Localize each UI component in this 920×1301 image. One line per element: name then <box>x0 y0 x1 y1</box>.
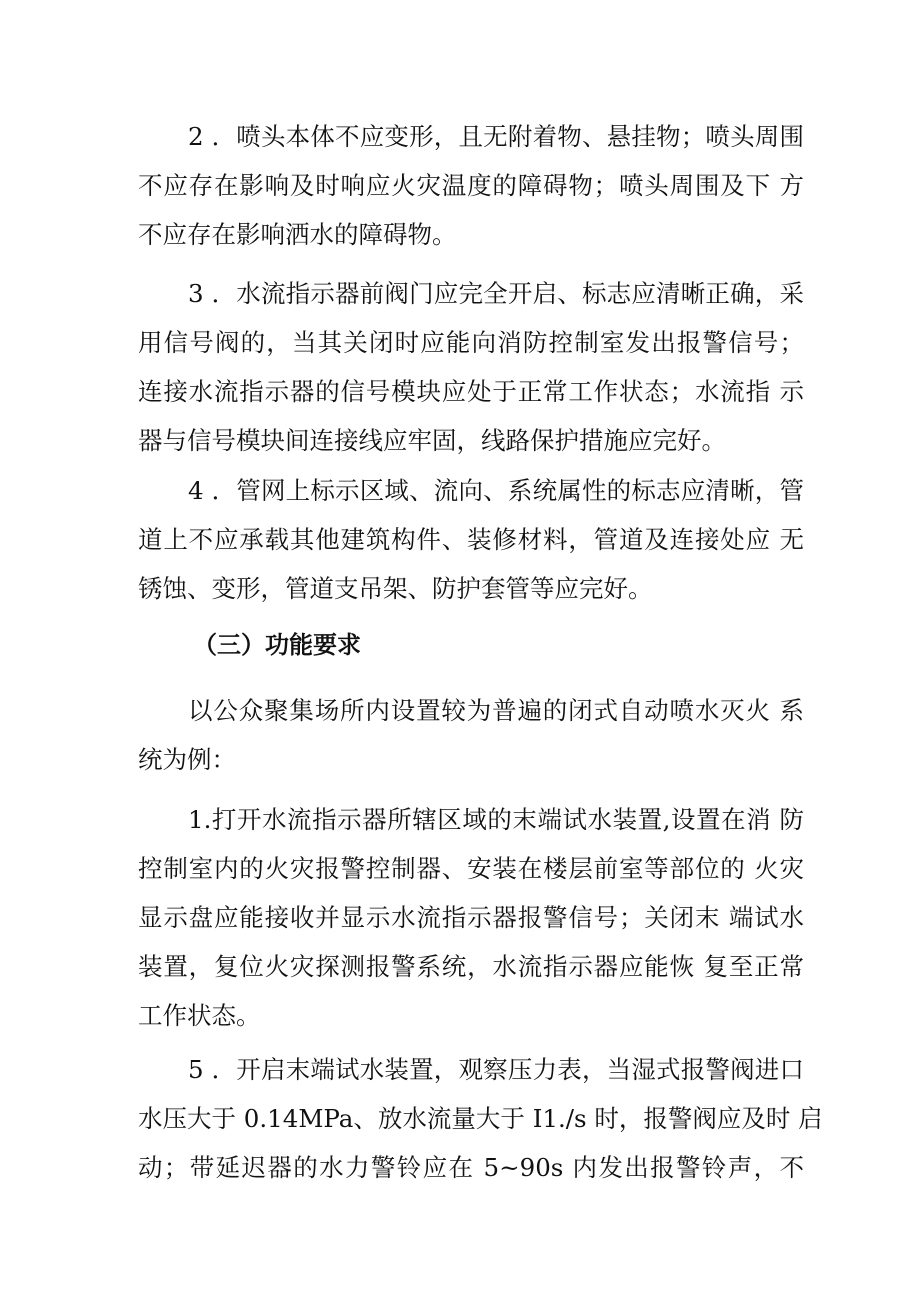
paragraph-item-5 <box>138 1045 823 1192</box>
text-line: 用信号阀的，当其关闭时应能向消防控制室发出报警信号； <box>138 328 804 357</box>
text-line: 不应存在影响洒水的障碍物。 <box>138 220 457 249</box>
paragraph-item-3 <box>138 269 804 465</box>
text-line: 装置，复位火灾探测报警系统，水流指示器应能恢 复至正常 <box>138 952 804 981</box>
text-line: 工作状态。 <box>138 1001 261 1030</box>
paragraph-item-4 <box>138 466 804 613</box>
text-line: 显示盘应能接收并显示水流指示器报警信号；关闭末 端试水 <box>138 903 804 932</box>
text-line: 以公众聚集场所内设置较为普遍的闭式自动喷水灭火 系 <box>188 696 804 725</box>
text-line: 动；带延迟器的水力警铃应在 5~90s 内发出报警铃声，不 <box>138 1153 804 1182</box>
text-line: 统为例： <box>138 745 236 774</box>
text-line: 道上不应承载其他建筑构件、装修材料，管道及连接处应 无 <box>138 525 804 554</box>
text-line: 4 ．管网上标示区域、流向、系统属性的标志应清晰，管 <box>188 476 804 505</box>
text-line: 2 ．喷头本体不应变形，且无附着物、悬挂物；喷头周围 <box>188 122 804 151</box>
text-line: 控制室内的火灾报警控制器、安装在楼层前室等部位的 火灾 <box>138 854 804 883</box>
text-line: 3 ．水流指示器前阀门应完全开启、标志应清晰正确，采 <box>188 279 804 308</box>
text-line: 5 ．开启末端试水装置，观察压力表，当湿式报警阀进口 <box>188 1055 804 1084</box>
paragraph-item-1 <box>138 795 804 1040</box>
text-line: 1.打开水流指示器所辖区域的末端试水装置,设置在消 防 <box>188 805 804 834</box>
text-line: 连接水流指示器的信号模块应处于正常工作状态；水流指 示 <box>138 377 804 406</box>
text-line: 水压大于 0.14MPa、放水流量大于 I1./s 时，报警阀应及时 启 <box>138 1104 823 1133</box>
paragraph-item-2 <box>138 112 804 259</box>
intro-paragraph <box>138 686 804 784</box>
section-heading: （三）功能要求 <box>193 631 361 659</box>
text-line: 锈蚀、变形，管道支吊架、防护套管等应完好。 <box>138 574 653 603</box>
text-line: 器与信号模块间连接线应牢固，线路保护措施应完好。 <box>138 426 726 455</box>
text-line: 不应存在影响及时响应火灾温度的障碍物；喷头周围及下 方 <box>138 171 804 200</box>
